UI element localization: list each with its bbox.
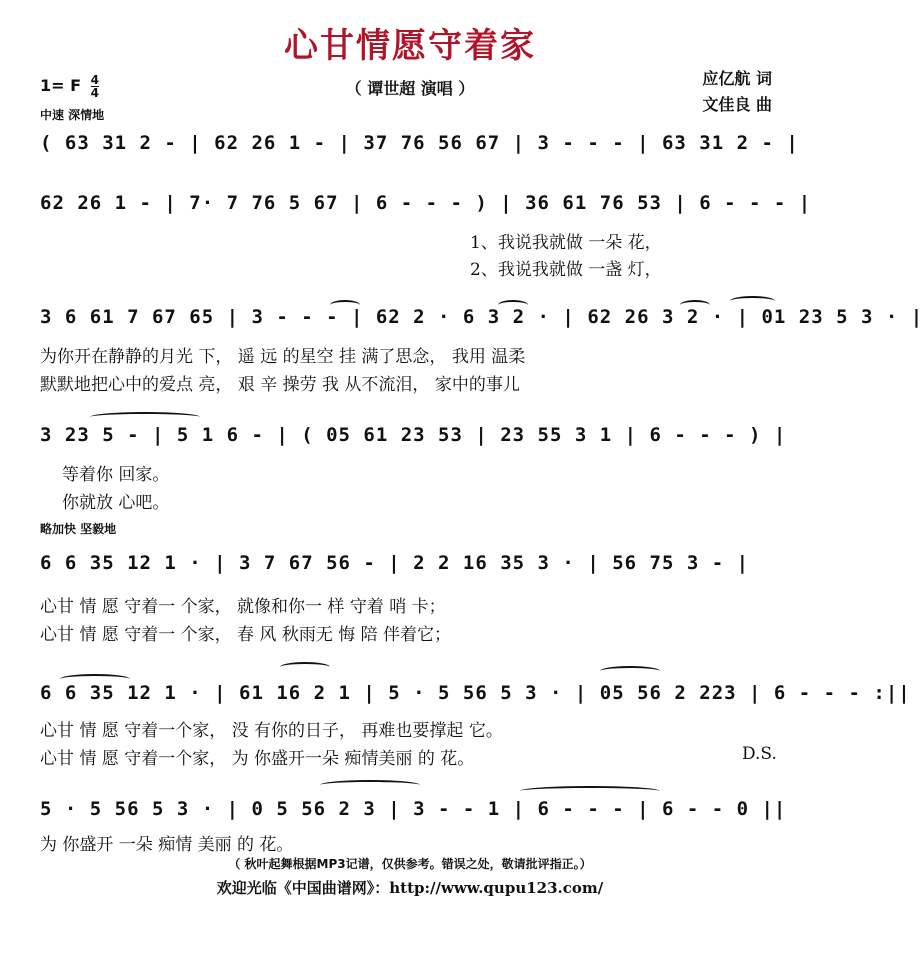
composer-credit: 文佳良 曲 bbox=[702, 95, 772, 114]
chorus-lyric-4: 心甘 情 愿 守着一个家， 为 你盛开一朵 痴情美丽 的 花。 bbox=[40, 749, 475, 769]
chorus-lyric-1: 心甘 情 愿 守着一 个家， 就像和你一 样 守着 哨 卡； bbox=[40, 597, 446, 617]
row3-lyric-2: 默默地把心中的爱点 亮， 艰 辛 操劳 我 从不流泪， 家中的事儿 bbox=[40, 375, 520, 395]
ending-lyric: 为 你盛开 一朵 痴情 美丽 的 花。 bbox=[40, 835, 294, 855]
transcription-note: （ 秋叶起舞根据MP3记谱，仅供参考。错误之处，敬请批评指正。） bbox=[228, 857, 592, 871]
key-signature bbox=[40, 74, 99, 99]
site-link[interactable]: 欢迎光临《中国曲谱网》：http://www.qupu123.com/ bbox=[216, 879, 604, 897]
score-row-6: 6 6 35 12 1 · | 61 16 2 1 | 5 · 5 56 5 3 · | 05 56 2 223 | 6 - - - :|| bbox=[40, 682, 911, 704]
key-label: 1= F bbox=[40, 76, 82, 95]
tempo-marking-1: 中速 深情地 bbox=[40, 108, 105, 122]
score-row-5: 6 6 35 12 1 · | 3 7 67 56 - | 2 2 16 35 3 · | 56 75 3 - | bbox=[40, 552, 750, 574]
chorus-lyric-3: 心甘 情 愿 守着一个家， 没 有你的日子， 再难也要撑起 它。 bbox=[40, 721, 503, 741]
song-title: 心甘情愿守着家 bbox=[284, 26, 536, 66]
time-top: 4 bbox=[90, 73, 99, 87]
slur-mark bbox=[320, 780, 420, 790]
score-row-2: 62 26 1 - | 7· 7 76 5 67 | 6 - - - ) | 36 61 76 53 | 6 - - - | bbox=[40, 192, 812, 214]
slur-mark bbox=[600, 666, 660, 676]
time-bottom: 4 bbox=[90, 86, 99, 100]
slur-mark bbox=[730, 296, 775, 306]
row3-lyric-1: 为你开在静静的月光 下， 遥 远 的星空 挂 满了思念， 我用 温柔 bbox=[40, 347, 526, 367]
lyricist-credit: 应亿航 词 bbox=[702, 69, 772, 88]
verse-intro-lyric-1: 1、我说我就做 一朵 花， bbox=[470, 233, 662, 253]
row4-lyric-2: 你就放 心吧。 bbox=[62, 493, 170, 513]
singer-credit: （ 谭世超 演唱 ） bbox=[345, 79, 475, 98]
chorus-lyric-2: 心甘 情 愿 守着一 个家， 春 风 秋雨无 悔 陪 伴着它； bbox=[40, 625, 452, 645]
score-row-3: 3 6 61 7 67 65 | 3 - - - | 62 2 · 6 3 2 · | 62 26 3 2 · | 01 23 5 3 · | bbox=[40, 306, 923, 328]
verse-intro-lyric-2: 2、我说我就做 一盏 灯， bbox=[470, 260, 662, 280]
row4-lyric-1: 等着你 回家。 bbox=[62, 465, 170, 485]
slur-mark bbox=[520, 786, 660, 796]
dal-segno-mark: D.S. bbox=[742, 744, 777, 764]
tempo-marking-2: 略加快 坚毅地 bbox=[40, 522, 117, 536]
score-row-7: 5 · 5 56 5 3 · | 0 5 56 2 3 | 3 - - 1 | 6 - - - | 6 - - 0 || bbox=[40, 798, 787, 820]
time-signature bbox=[91, 74, 99, 99]
score-row-4: 3 23 5 - | 5 1 6 - | ( 05 61 23 53 | 23 55 3 1 | 6 - - - ) | bbox=[40, 424, 787, 446]
slur-mark bbox=[280, 662, 330, 672]
slur-mark bbox=[90, 412, 200, 422]
score-row-1: ( 63 31 2 - | 62 26 1 - | 37 76 56 67 | 3 - - - | 63 31 2 - | bbox=[40, 132, 799, 154]
